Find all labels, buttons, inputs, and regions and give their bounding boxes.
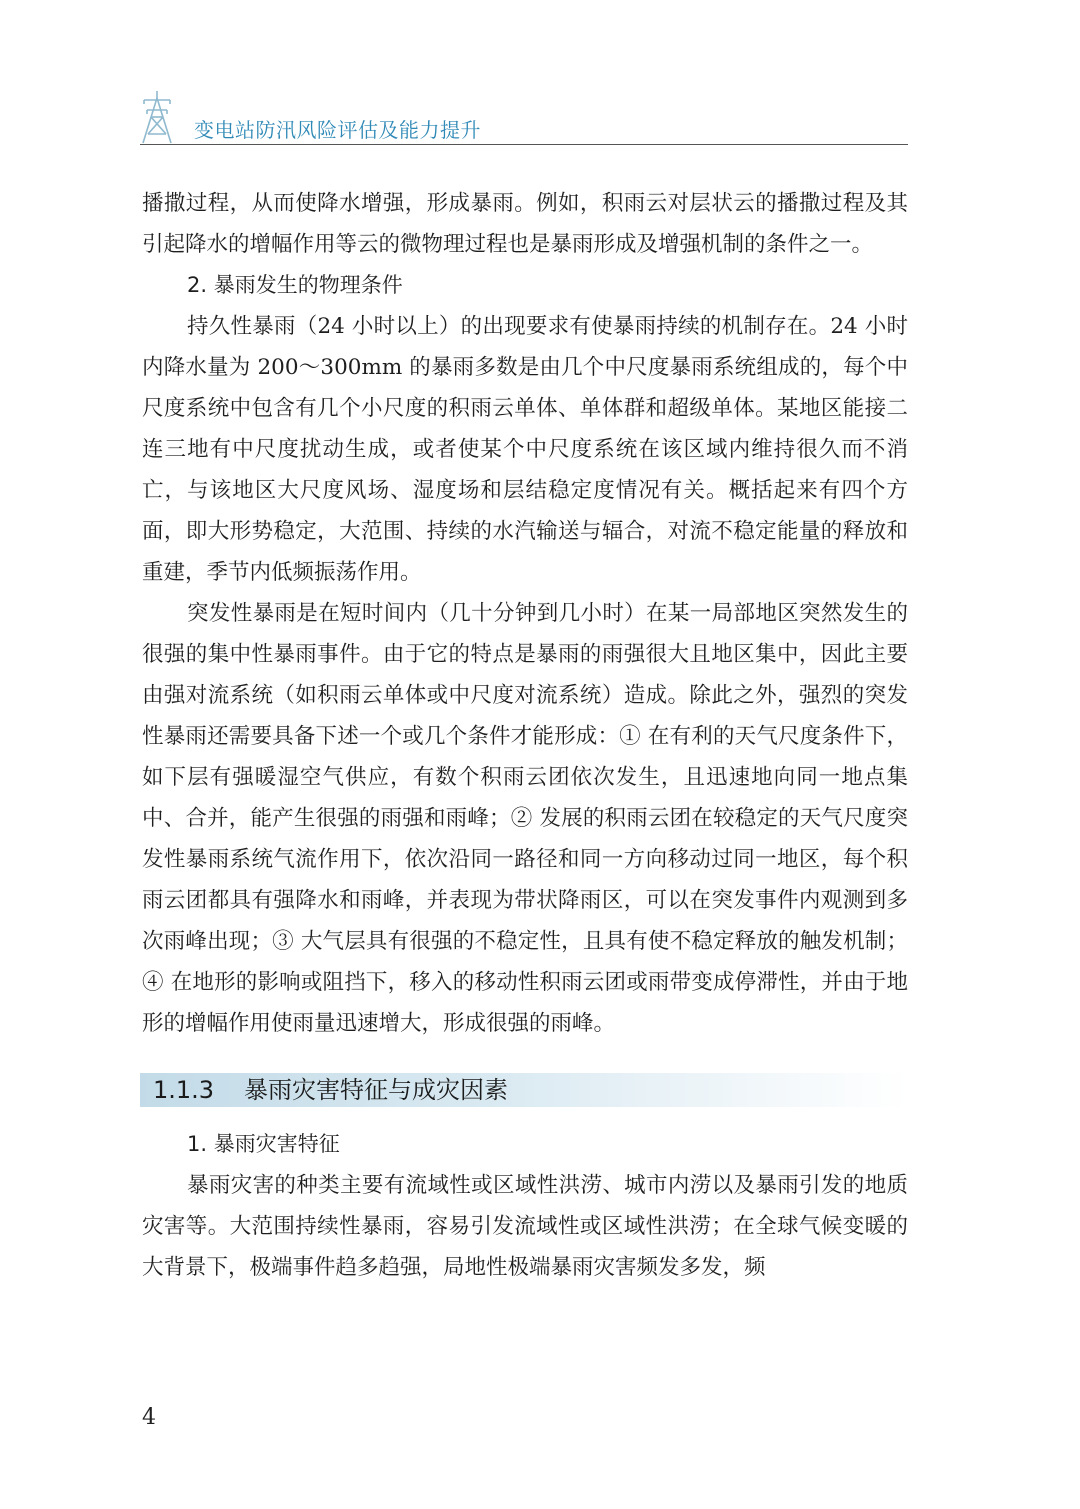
section-heading-1-1-3 — [140, 1073, 908, 1107]
page-content — [142, 183, 908, 1288]
transmission-tower-icon — [140, 90, 174, 144]
paragraph-1: 播撒过程，从而使降水增强，形成暴雨。例如，积雨云对层状云的播撒过程及其引起降水的增幅作用等云的微物理过程也是暴雨形成及增强机制的条件之一。 — [142, 191, 908, 257]
paragraph-4: 暴雨灾害的种类主要有流域性或区域性洪涝、城市内涝以及暴雨引发的地质灾害等。大范围持续性暴雨，容易引发流域性或区域性洪涝；在全球气候变暖的大背景下，极端事件趋多趋强，局地性极端暴雨灾害频发多发，频 — [142, 1173, 908, 1280]
section-number: 1.1.3 — [153, 1076, 215, 1104]
subheading-disaster-features: 1. 暴雨灾害特征 — [187, 1132, 340, 1156]
paragraph-3: 突发性暴雨是在短时间内（几十分钟到几小时）在某一局部地区突然发生的很强的集中性暴雨事件。由于它的特点是暴雨的雨强很大且地区集中，因此主要由强对流系统（如积雨云单体或中尺度对流系统）造成。除此之外，强烈的突发性暴雨还需要具备下述一个或几个条件才能形成：① 在有利的天气尺度条件下，如下层有强暖湿空气供应，有数个积雨云团依次发生，且迅速地向同一地点集中、合并，能产生很强的雨强和雨峰；② 发展的积雨云团在较稳定的天气尺度突发性暴雨系统气流作用下，依次沿同一路径和同一方向移动过同一地区，每个积雨云团都具有强降水和雨峰，并表现为带状降雨区，可以在突发事件内观测到多次雨峰出现；③ 大气层具有很强的不稳定性，且具有使不稳定释放的触发机制；④ 在地形的影响或阻挡下，移入的移动性积雨云团或雨带变成停滞性，并由于地形的增幅作用使雨量迅速增大，形成很强的雨峰。 — [142, 601, 908, 1036]
header-rule — [140, 144, 908, 145]
running-header — [140, 88, 908, 146]
section-title: 暴雨灾害特征与成灾因素 — [244, 1076, 508, 1104]
page-number: 4 — [142, 1405, 156, 1430]
subheading-physical-conditions: 2. 暴雨发生的物理条件 — [187, 273, 403, 297]
paragraph-2: 持久性暴雨（24 小时以上）的出现要求有使暴雨持续的机制存在。24 小时内降水量为 200～300mm 的暴雨多数是由几个中尺度暴雨系统组成的，每个中尺度系统中包含有几个小尺度的积雨云单体、单体群和超级单体。某地区能接二连三地有中尺度扰动生成，或者使某个中尺度系统在该区域内维持很久而不消亡，与该地区大尺度风场、湿度场和层结稳定度情况有关。概括起来有四个方面，即大形势稳定，大范围、持续的水汽输送与辐合，对流不稳定能量的释放和重建，季节内低频振荡作用。 — [142, 314, 908, 585]
header-title: 变电站防汛风险评估及能力提升 — [194, 118, 481, 142]
